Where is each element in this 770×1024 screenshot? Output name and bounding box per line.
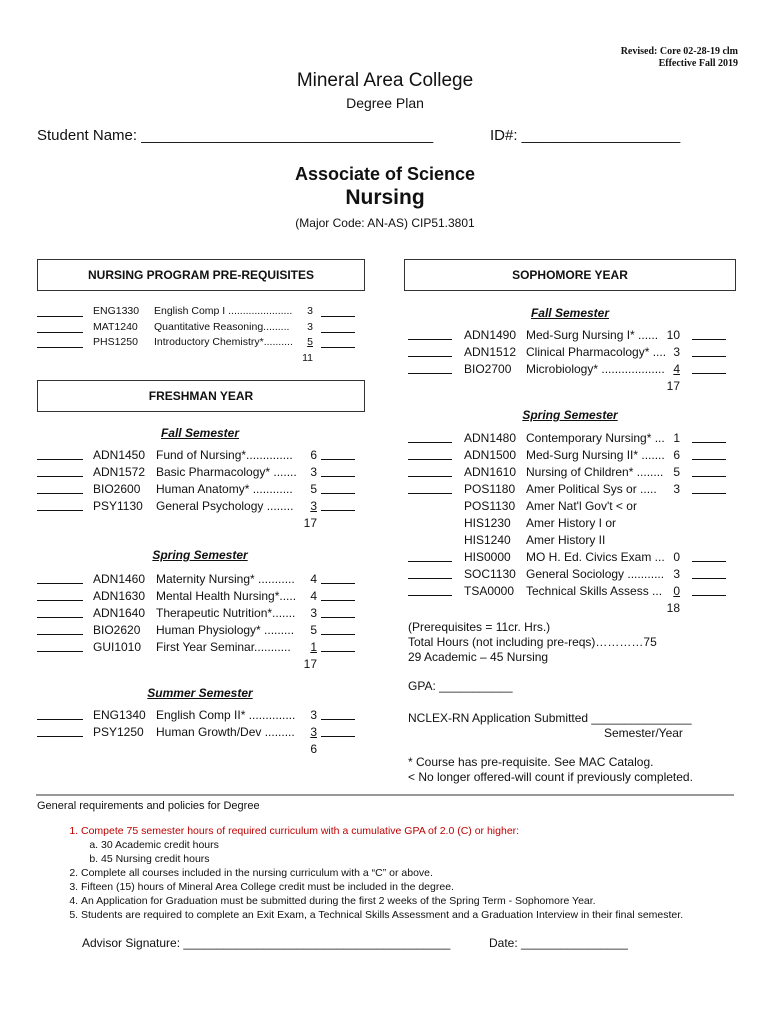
credit-hours: 0 xyxy=(673,550,680,564)
credit-hours: 3 xyxy=(307,320,313,333)
course-name: Introductory Chemistry*.......... xyxy=(154,336,293,348)
credit-hours: 10 xyxy=(666,328,680,342)
grade-blank[interactable] xyxy=(37,321,83,333)
completion-blank[interactable] xyxy=(321,305,355,317)
requirement-item: 4. An Application for Graduation must be submitted during the first 2 weeks of the Spring Term - Sophomore Year. xyxy=(81,894,757,908)
gpa-field[interactable]: GPA: ___________ xyxy=(408,679,513,693)
id-field[interactable]: ID#: ___________________ xyxy=(490,127,681,144)
nclex-field[interactable]: NCLEX-RN Application Submitted _______________ xyxy=(408,711,692,725)
grade-blank[interactable] xyxy=(408,345,452,357)
course-row xyxy=(37,623,367,640)
credit-hours: 0 xyxy=(673,584,680,598)
course-name: Basic Pharmacology* ....... xyxy=(156,465,297,479)
completion-blank[interactable] xyxy=(321,623,355,635)
grade-blank[interactable] xyxy=(37,336,83,348)
course-code: PHS1250 xyxy=(93,336,138,348)
summary-block xyxy=(408,620,738,665)
course-row xyxy=(37,336,367,352)
requirement-sublist xyxy=(81,838,757,866)
grade-blank[interactable] xyxy=(37,606,83,618)
course-code: ADN1490 xyxy=(464,328,517,342)
semester-total: 18 xyxy=(666,601,680,615)
course-row xyxy=(408,567,738,584)
sophomore-spring-label: Spring Semester xyxy=(522,408,618,422)
course-name: Human Physiology* ......... xyxy=(156,623,295,637)
credit-hours: 5 xyxy=(310,623,317,637)
course-row xyxy=(408,431,738,448)
total-hours: Total Hours (not including pre-reqs)…………75 xyxy=(408,635,657,649)
course-code: ADN1500 xyxy=(464,448,517,462)
course-code: ENG1340 xyxy=(93,708,146,722)
completion-blank[interactable] xyxy=(692,465,726,477)
course-code: BIO2700 xyxy=(464,362,512,376)
credit-hours: 5 xyxy=(307,336,313,348)
course-name: Fund of Nursing*.............. xyxy=(156,448,293,462)
completion-blank[interactable] xyxy=(321,448,355,460)
grade-blank[interactable] xyxy=(37,572,83,584)
course-row xyxy=(408,328,738,345)
grade-blank[interactable] xyxy=(37,465,83,477)
completion-blank[interactable] xyxy=(692,328,726,340)
course-name: First Year Seminar........... xyxy=(156,640,291,654)
credit-hours: 6 xyxy=(310,448,317,462)
course-code: BIO2620 xyxy=(93,623,141,637)
discontinued-footnote: < No longer offered-will count if previously completed. xyxy=(408,770,693,784)
completion-blank[interactable] xyxy=(692,431,726,443)
freshman-spring-label: Spring Semester xyxy=(152,548,248,562)
course-code: SOC1130 xyxy=(464,567,516,581)
course-code: POS1130 xyxy=(464,499,516,513)
course-name: Amer History I or xyxy=(526,516,617,530)
section-divider xyxy=(36,794,734,796)
course-row xyxy=(37,708,367,725)
course-name: Human Anatomy* ............ xyxy=(156,482,293,496)
course-row xyxy=(408,584,738,601)
credit-hours: 1 xyxy=(310,640,317,654)
course-name: Med-Surg Nursing I* ...... xyxy=(526,328,659,342)
course-row xyxy=(408,550,738,567)
credit-hours: 3 xyxy=(310,499,317,513)
course-code: ADN1610 xyxy=(464,465,517,479)
course-code: PSY1250 xyxy=(93,725,144,739)
grade-blank[interactable] xyxy=(37,448,83,460)
course-name: General Sociology ........... xyxy=(526,567,665,581)
freshman-fall-label: Fall Semester xyxy=(160,426,240,440)
course-row xyxy=(37,499,367,516)
course-row xyxy=(408,516,738,533)
grade-blank[interactable] xyxy=(37,708,83,720)
requirement-item: 5. Students are required to complete an Exit Exam, a Technical Skills Assessment and a Graduation Interview in their final semester. xyxy=(81,908,757,922)
grade-blank[interactable] xyxy=(37,725,83,737)
course-code: PSY1130 xyxy=(93,499,143,513)
prereq-hours-note: (Prerequisites = 11cr. Hrs.) xyxy=(408,620,551,634)
credit-hours: 3 xyxy=(673,482,680,496)
course-row xyxy=(37,589,367,606)
credit-hours: 4 xyxy=(673,362,680,376)
course-name: Clinical Pharmacology* .... xyxy=(526,345,667,359)
course-code: ADN1630 xyxy=(93,589,146,603)
course-name: Quantitative Reasoning......... xyxy=(154,320,290,333)
course-row xyxy=(37,572,367,589)
completion-blank[interactable] xyxy=(692,362,726,374)
semester-year-label: Semester/Year xyxy=(604,726,683,740)
degree-title: Associate of Science xyxy=(294,164,476,184)
course-code: GUI1010 xyxy=(93,640,142,654)
grade-blank[interactable] xyxy=(408,567,452,579)
credit-hours: 5 xyxy=(310,482,317,496)
course-code: HIS0000 xyxy=(464,550,511,564)
course-name: Amer Political Sys or ..... xyxy=(526,482,657,496)
course-row xyxy=(408,345,738,362)
course-name: Maternity Nursing* ........... xyxy=(156,572,295,586)
course-row xyxy=(37,321,367,337)
revision-note xyxy=(621,46,738,70)
course-name: Nursing of Children* ........ xyxy=(526,465,664,479)
course-row xyxy=(408,465,738,482)
grade-blank[interactable] xyxy=(408,448,452,460)
course-name: MO H. Ed. Civics Exam ... xyxy=(526,550,665,564)
program-title: Nursing xyxy=(345,186,425,209)
grade-blank[interactable] xyxy=(408,431,452,443)
course-row xyxy=(408,499,738,516)
requirement-subitem: a. 30 Academic credit hours xyxy=(101,838,757,852)
course-code: ADN1460 xyxy=(93,572,146,586)
degree-plan-label: Degree Plan xyxy=(346,95,424,111)
credit-hours: 3 xyxy=(310,606,317,620)
completion-blank[interactable] xyxy=(692,448,726,460)
course-code: TSA0000 xyxy=(464,584,515,598)
course-row xyxy=(37,640,367,657)
prereq-footnote: * Course has pre-requisite. See MAC Catalog. xyxy=(408,755,654,769)
credit-hours: 3 xyxy=(310,465,317,479)
requirement-item: 2. Complete all courses included in the nursing curriculum with a “C” or above. xyxy=(81,866,757,880)
requirements-list xyxy=(37,824,757,922)
credit-hours: 6 xyxy=(673,448,680,462)
completion-blank[interactable] xyxy=(321,465,355,477)
credit-hours: 3 xyxy=(310,725,317,739)
freshman-summer-label: Summer Semester xyxy=(147,686,253,700)
course-code: ADN1480 xyxy=(464,431,517,445)
semester-total: 17 xyxy=(303,516,317,530)
completion-blank[interactable] xyxy=(321,640,355,652)
grade-blank[interactable] xyxy=(37,623,83,635)
course-row xyxy=(37,465,367,482)
credit-hours: 3 xyxy=(673,345,680,359)
credit-hours: 1 xyxy=(673,431,680,445)
course-name: Human Growth/Dev ......... xyxy=(156,725,295,739)
completion-blank[interactable] xyxy=(321,572,355,584)
grade-blank[interactable] xyxy=(408,465,452,477)
course-row xyxy=(408,533,738,550)
semester-total: 17 xyxy=(303,657,317,671)
completion-blank[interactable] xyxy=(692,550,726,562)
course-code: ADN1640 xyxy=(93,606,146,620)
course-row xyxy=(37,606,367,623)
requirements-heading: General requirements and policies for Degree xyxy=(37,800,260,812)
course-code: HIS1240 xyxy=(464,533,511,547)
grade-blank[interactable] xyxy=(37,640,83,652)
requirement-item: 1. Compete 75 semester hours of required curriculum with a cumulative GPA of 2.0 (C) or higher: a. 30 Academic credit hours b. 45 Nursing credit hours xyxy=(81,824,757,866)
course-code: ADN1572 xyxy=(93,465,146,479)
course-row xyxy=(37,482,367,499)
course-code: MAT1240 xyxy=(93,320,138,333)
course-code: POS1180 xyxy=(464,482,516,496)
credit-hours: 4 xyxy=(310,572,317,586)
grade-blank[interactable] xyxy=(37,482,83,494)
course-name: Technical Skills Assess ... xyxy=(526,584,663,598)
course-name: Mental Health Nursing*..... xyxy=(156,589,297,603)
hours-breakdown: 29 Academic – 45 Nursing xyxy=(408,650,549,664)
course-row xyxy=(408,362,738,379)
course-name: Amer Nat'l Gov't < or xyxy=(526,499,637,513)
semester-total: 17 xyxy=(666,379,680,393)
semester-total: 6 xyxy=(310,742,317,756)
requirement-item: 3. Fifteen (15) hours of Mineral Area College credit must be included in the degree. xyxy=(81,880,757,894)
credit-hours: 3 xyxy=(307,305,313,317)
course-code: HIS1230 xyxy=(464,516,511,530)
student-name-field[interactable]: Student Name: ___________________________________ xyxy=(37,127,434,144)
course-code: ADN1450 xyxy=(93,448,146,462)
course-row xyxy=(408,482,738,499)
course-row xyxy=(37,448,367,465)
requirement-subitem: b. 45 Nursing credit hours xyxy=(101,852,757,866)
revised-line: Revised: Core 02-28-19 clm xyxy=(620,46,738,57)
course-name: English Comp II* .............. xyxy=(156,708,296,722)
completion-blank[interactable] xyxy=(692,345,726,357)
credit-hours: 4 xyxy=(310,589,317,603)
advisor-signature-field[interactable]: Advisor Signature: ________________________________________ xyxy=(82,936,451,950)
course-row xyxy=(37,305,367,321)
course-name: Therapeutic Nutrition*....... xyxy=(156,606,296,620)
grade-blank[interactable] xyxy=(37,589,83,601)
credit-hours: 3 xyxy=(310,708,317,722)
grade-blank[interactable] xyxy=(37,499,83,511)
requirements-section xyxy=(37,800,757,922)
credit-hours: 3 xyxy=(673,567,680,581)
course-row xyxy=(408,448,738,465)
date-field[interactable]: Date: ________________ xyxy=(489,936,628,950)
freshman-heading: FRESHMAN YEAR xyxy=(37,380,365,412)
prereq-heading: NURSING PROGRAM PRE-REQUISITES xyxy=(37,259,365,291)
grade-blank[interactable] xyxy=(408,362,452,374)
course-name: English Comp I ...................... xyxy=(154,305,293,317)
college-name: Mineral Area College xyxy=(296,70,474,91)
course-code: ADN1512 xyxy=(464,345,517,359)
completion-blank[interactable] xyxy=(692,482,726,494)
course-name: Amer History II xyxy=(526,533,606,547)
semester-total: 11 xyxy=(302,351,313,364)
course-row xyxy=(37,725,367,742)
completion-blank[interactable] xyxy=(692,584,726,596)
grade-blank[interactable] xyxy=(408,550,452,562)
completion-blank[interactable] xyxy=(321,589,355,601)
course-name: Microbiology* ................... xyxy=(526,362,665,376)
major-code: (Major Code: AN-AS) CIP51.3801 xyxy=(295,216,475,230)
course-code: BIO2600 xyxy=(93,482,141,496)
completion-blank[interactable] xyxy=(321,336,355,348)
completion-blank[interactable] xyxy=(321,708,355,720)
course-name: Contemporary Nursing* ... xyxy=(526,431,665,445)
sophomore-fall-label: Fall Semester xyxy=(530,306,610,320)
grade-blank[interactable] xyxy=(408,584,452,596)
grade-blank[interactable] xyxy=(408,328,452,340)
course-code: ENG1330 xyxy=(93,305,140,317)
course-name: General Psychology ........ xyxy=(156,499,294,513)
grade-blank[interactable] xyxy=(408,482,452,494)
completion-blank[interactable] xyxy=(321,606,355,618)
completion-blank[interactable] xyxy=(321,725,355,737)
grade-blank[interactable] xyxy=(37,305,83,317)
course-name: Med-Surg Nursing II* ....... xyxy=(526,448,665,462)
completion-blank[interactable] xyxy=(321,321,355,333)
completion-blank[interactable] xyxy=(321,499,355,511)
completion-blank[interactable] xyxy=(692,567,726,579)
effective-line: Effective Fall 2019 xyxy=(658,58,738,69)
completion-blank[interactable] xyxy=(321,482,355,494)
sophomore-heading: SOPHOMORE YEAR xyxy=(404,259,736,291)
credit-hours: 5 xyxy=(673,465,680,479)
